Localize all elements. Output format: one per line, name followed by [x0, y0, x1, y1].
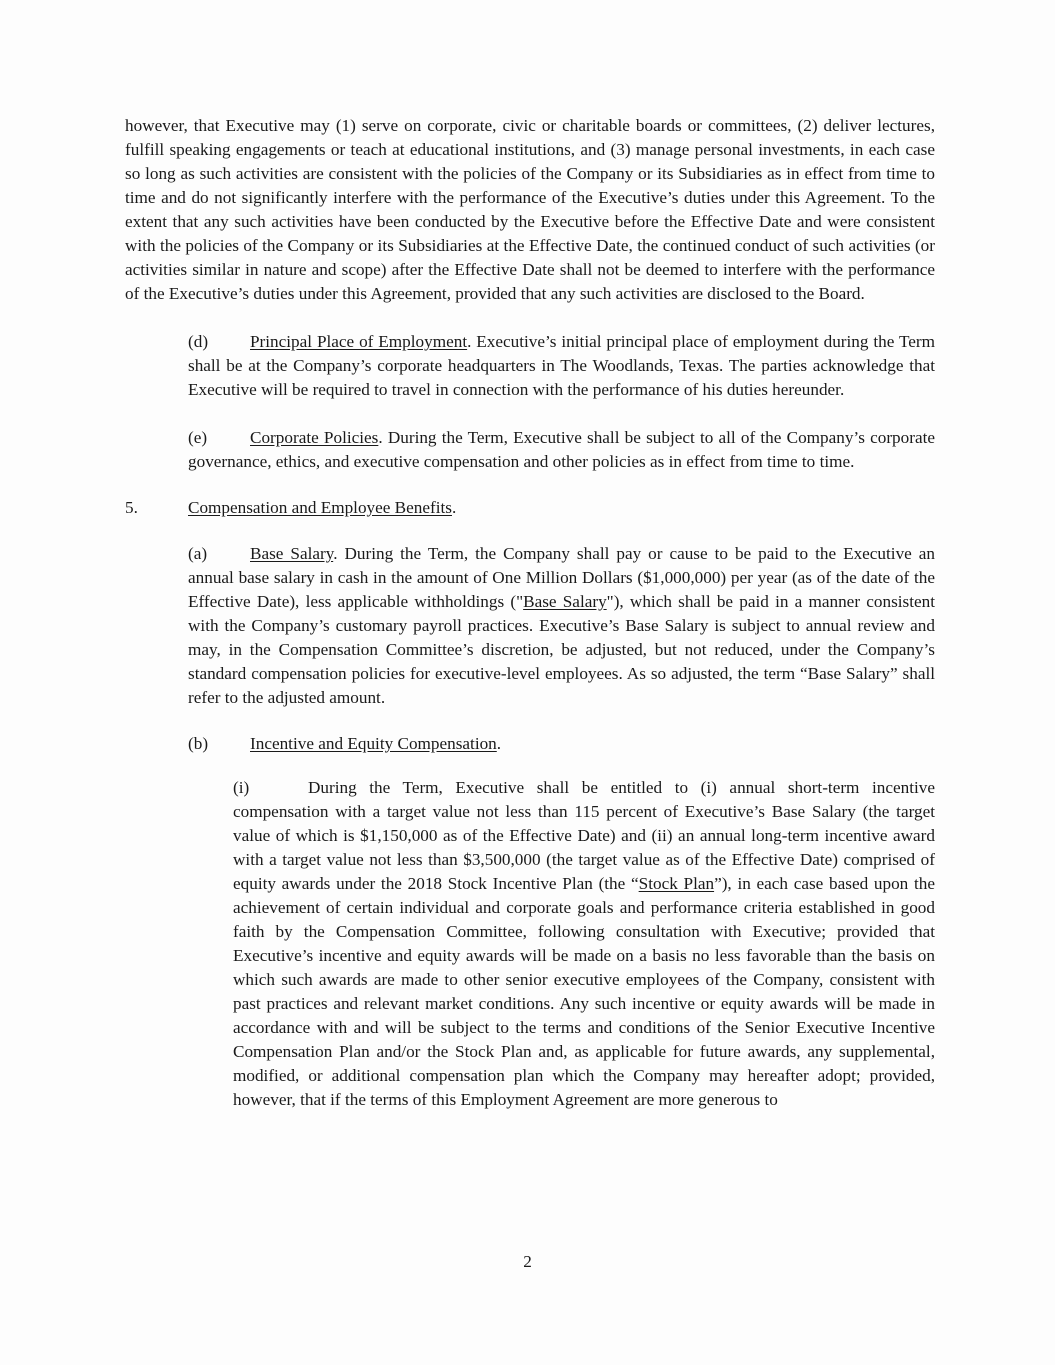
section-b-i-label: (i): [233, 778, 250, 797]
section-d-text: . Executive’s initial principal place of employment during the Term shall be at the Company’s corporate headquarters in The Woodlands, Texas. The parties acknowledge that Executive will be required to travel in connection with the performance of his duties hereunder.: [188, 332, 935, 399]
section-5-label: 5.: [125, 498, 138, 517]
section-a-text-2: "), which shall be paid in a manner consistent with the Company’s customary payroll practices. Executive’s Base Salary is subject to annual review and may, in the Compensation Committee’s discretion, be adjusted, but not reduced, under the Company’s standard compensation policies for executive-level employees. As so adjusted, the term “Base Salary” shall refer to the adjusted amount.: [188, 592, 935, 707]
section-5-heading: Compensation and Employee Benefits: [188, 498, 452, 517]
section-a-heading: Base Salary: [250, 544, 334, 563]
section-b-i-incentive: [125, 776, 935, 1112]
section-e-text: . During the Term, Executive shall be subject to all of the Company’s corporate governance, ethics, and executive compensation and other policies as in effect from time to time.: [188, 428, 935, 471]
section-a-defined-term: Base Salary: [523, 592, 607, 611]
section-5-suffix: .: [451, 498, 457, 517]
section-a-base-salary: [125, 542, 935, 710]
section-b-i-text-1: During the Term, Executive shall be entitled to (i) annual short-term incentive compensation with a target value not less than 115 percent of Executive’s Base Salary (the target value of which is $1,150,000 as of the Effective Date) and (ii) an annual long-term incentive award with a target value not less than $3,500,000 (the target value as of the Effective Date) comprised of equity awards under the 2018 Stock Incentive Plan (the “: [233, 778, 935, 893]
section-d-principal-place: [125, 330, 935, 402]
document-body: [125, 114, 935, 1112]
section-d-label: (d): [188, 332, 209, 351]
section-e-label: (e): [188, 428, 208, 447]
section-a-label: (a): [188, 544, 208, 563]
page-number: 2: [523, 1252, 532, 1271]
section-5-heading-line: [125, 496, 935, 520]
section-e-corporate-policies: [125, 426, 935, 474]
section-a-text-1: . During the Term, the Company shall pay or cause to be paid to the Executive an annual base salary in cash in the amount of One Million Dollars ($1,000,000) per year (as of the date of the Effective Date), less applicable withholdings (": [188, 544, 936, 611]
section-b-i-defined-term: Stock Plan: [638, 874, 715, 893]
section-e-heading: Corporate Policies: [250, 428, 379, 447]
section-d-heading: Principal Place of Employment: [250, 332, 468, 351]
section-b-suffix: .: [496, 734, 502, 753]
section-b-i-text-2: ”), in each case based upon the achievement of certain individual and corporate goals and performance criteria established in good faith by the Compensation Committee, following consultation with Executive; provided that Executive’s incentive and equity awards will be made on a basis no less favorable than the basis on which such awards are made to other senior executive employees of the Company, consistent with past practices and relevant market conditions. Any such incentive or equity awards will be made in accordance with and will be subject to the terms and conditions of the Senior Executive Incentive Compensation Plan and/or the Stock Plan and, as applicable for future awards, any supplemental, modified, or additional compensation plan which the Company may hereafter adopt; provided, however, that if the terms of this Employment Agreement are more generous to: [233, 874, 935, 1109]
section-b-heading: Incentive and Equity Compensation: [250, 734, 497, 753]
section-b-label: (b): [188, 734, 209, 753]
section-b-heading-line: [125, 732, 935, 756]
paragraph-outside-activities: however, that Executive may (1) serve on corporate, civic or charitable boards or committees, (2) deliver lectures, fulfill speaking engagements or teach at educational institutions, and (3) manage personal investments, in each case so long as such activities are consistent with the policies of the Company or its Subsidiaries as in effect from time to time and do not significantly interfere with the performance of the Executive’s duties under this Agreement. To the extent that any such activities have been conducted by the Executive before the Effective Date and were consistent with the policies of the Company or its Subsidiaries at the Effective Date, the continued conduct of such activities (or activities similar in nature and scope) after the Effective Date shall not be deemed to interfere with the performance of the Executive’s duties under this Agreement, provided that any such activities are disclosed to the Board.: [125, 116, 935, 303]
